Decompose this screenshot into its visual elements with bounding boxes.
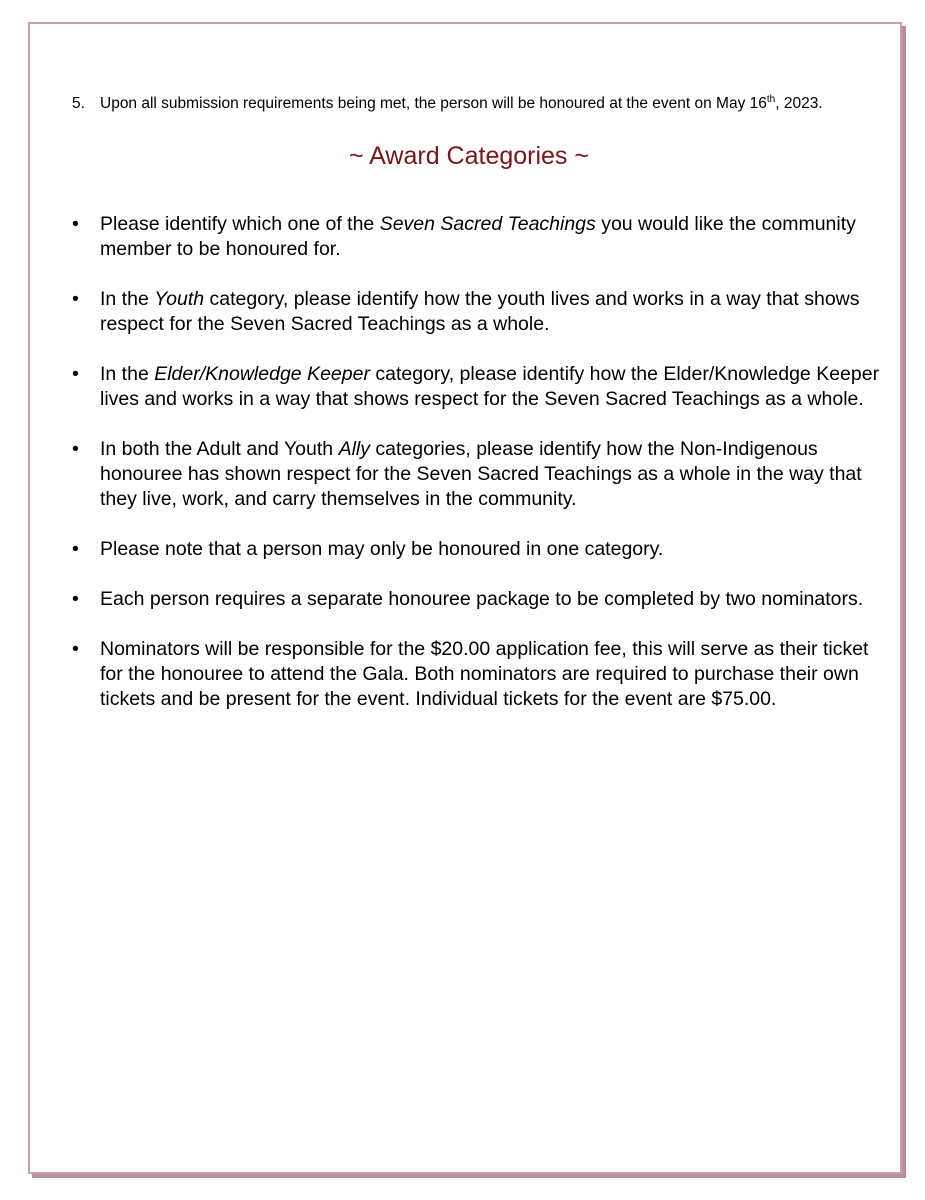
bullet-item <box>66 212 881 262</box>
bullet-item <box>66 537 881 562</box>
item-number: 5. <box>72 95 85 112</box>
bullet-text-before: In the <box>100 288 155 310</box>
bullet-text-italic: Ally <box>338 438 370 460</box>
bullet-item <box>66 287 881 337</box>
bullet-text-after: category, please identify how the Elder/Knowledge Keeper lives and works in a way that shows respect for the Seven Sacred Teachings as a whole. <box>100 363 880 410</box>
bullet-item <box>66 437 881 512</box>
bullet-text-after: category, please identify how the youth lives and works in a way that shows respect for the Seven Sacred Teachings as a whole. <box>100 288 860 335</box>
bullet-text-before: In both the Adult and Youth <box>100 438 339 460</box>
bullet-item <box>66 362 881 412</box>
bullet-text-italic: Elder/Knowledge Keeper <box>154 363 370 385</box>
bullet-text-before: In the <box>100 363 155 385</box>
section-heading: ~ Award Categories ~ <box>349 142 589 170</box>
bullet-dot: • <box>72 538 79 560</box>
bullet-text-before: Each person requires a separate honouree package to be completed by two nominators. <box>100 588 864 610</box>
bullet-dot: • <box>72 638 79 660</box>
numbered-item-5 <box>72 93 882 114</box>
bullet-item <box>66 587 881 612</box>
bullet-dot: • <box>72 363 79 385</box>
bullet-list <box>66 212 881 737</box>
bullet-dot: • <box>72 288 79 310</box>
item-superscript: th <box>766 93 776 105</box>
bullet-dot: • <box>72 213 79 235</box>
bullet-text-before: Nominators will be responsible for the $20.00 application fee, this will serve as their ticket for the honouree to attend the Gala. Both nominators are required to purchase their own tickets and be present for the event. Individual tickets for the event are $75.00. <box>100 638 869 710</box>
item-text <box>100 93 882 114</box>
bullet-text-italic: Youth <box>154 288 205 310</box>
bullet-text-italic: Seven Sacred Teachings <box>379 213 596 235</box>
bullet-dot: • <box>72 438 79 460</box>
item-text-before: Upon all submission requirements being met, the person will be honoured at the event on May 16 <box>100 95 767 112</box>
bullet-text-before: Please identify which one of the <box>100 213 380 235</box>
bullet-text-after: you would like the community member to be honoured for. <box>100 213 856 260</box>
item-text-after: , 2023. <box>775 95 823 112</box>
bullet-text-before: Please note that a person may only be honoured in one category. <box>100 538 664 560</box>
bullet-dot: • <box>72 588 79 610</box>
bullet-text-after: categories, please identify how the Non-Indigenous honouree has shown respect for the Seven Sacred Teachings as a whole in the way that they live, work, and carry themselves in the community. <box>100 438 862 510</box>
bullet-item <box>66 637 881 712</box>
